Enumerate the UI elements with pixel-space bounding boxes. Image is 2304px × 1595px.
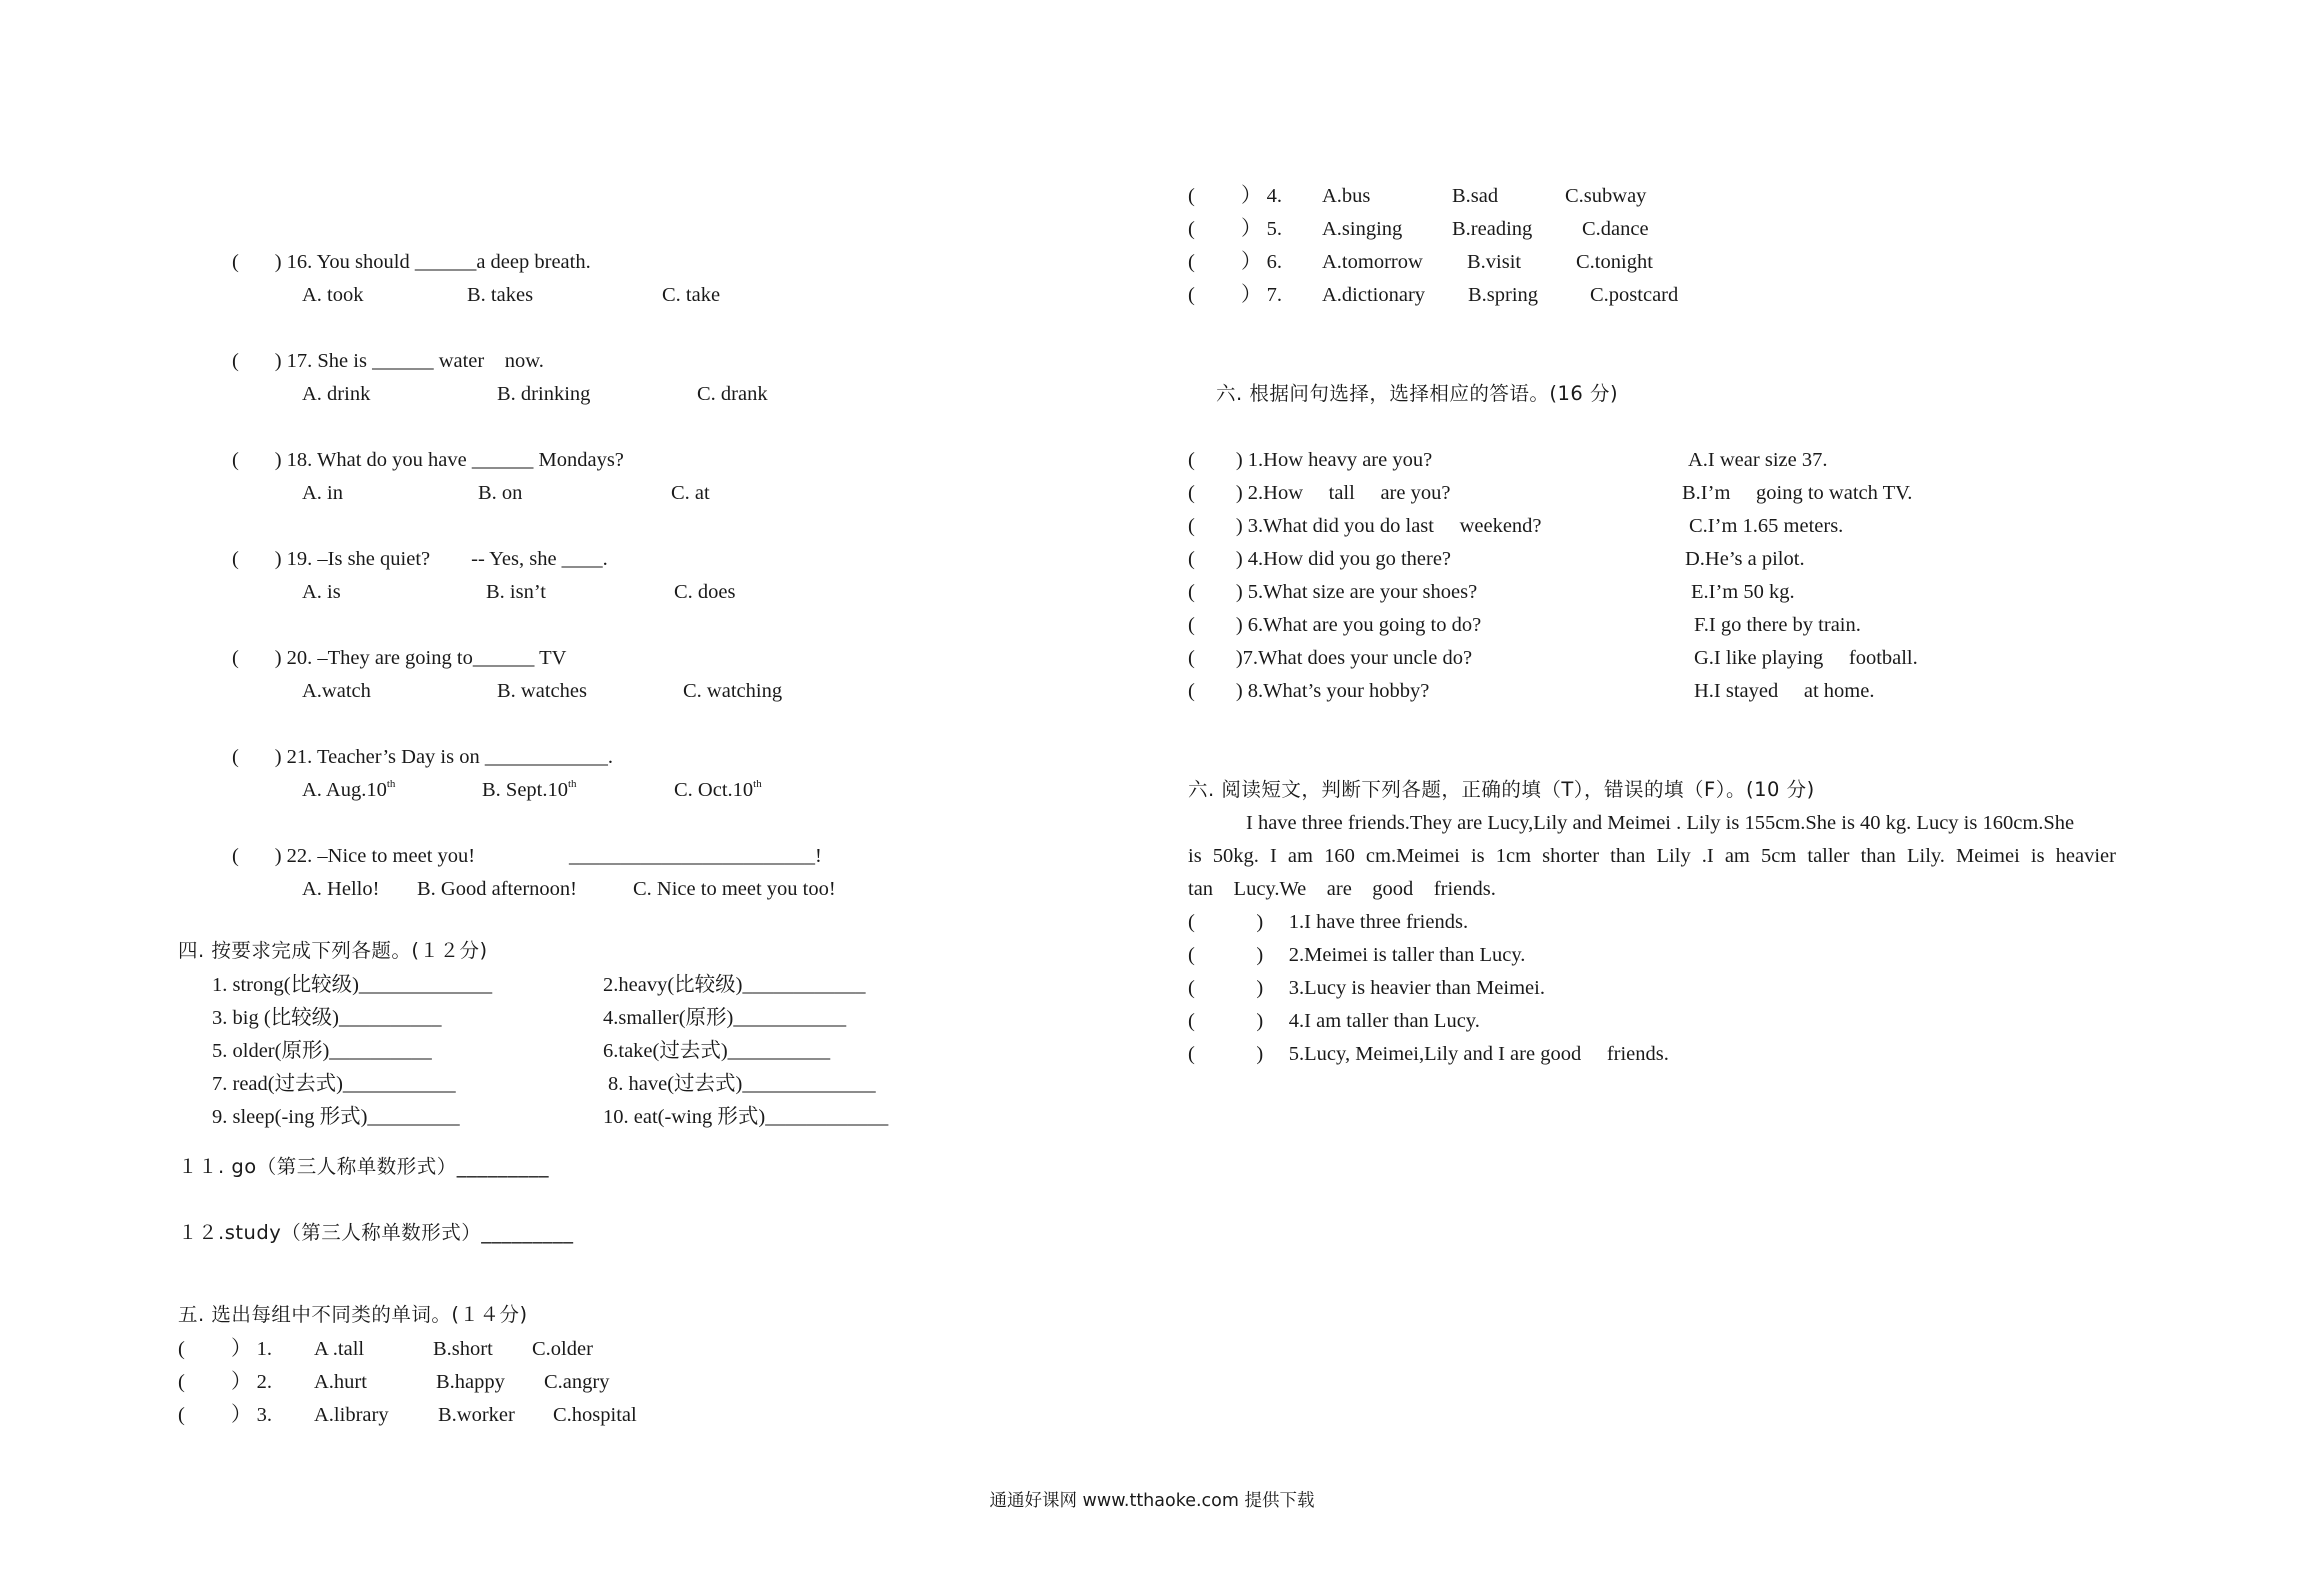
question-stem: ( ) 19. –Is she quiet? -- Yes, she ____.: [232, 548, 608, 570]
option-b: B. watches: [497, 680, 587, 702]
item-number: ( ） 1.: [178, 1338, 272, 1360]
option-c: C. watching: [683, 680, 783, 702]
answer-f: F.I go there by train.: [1694, 614, 1861, 636]
question-1: ( ) 1.How heavy are you?: [1188, 449, 1433, 471]
question-stem: ( ) 18. What do you have ______ Mondays?: [232, 449, 624, 471]
question-8: ( ) 8.What’s your hobby?: [1188, 680, 1430, 702]
option-a: A.tomorrow: [1322, 251, 1423, 273]
option-c: C.postcard: [1590, 284, 1679, 306]
item-4: 4.smaller(原形)___________: [603, 1007, 847, 1029]
option-a: A. in: [302, 482, 343, 504]
answer-blank: ________________________!: [569, 845, 822, 867]
option-b: B.short: [433, 1338, 493, 1360]
question-stem: ( ) 22. –Nice to meet you!: [232, 845, 476, 867]
option-c: C. does: [674, 581, 736, 603]
item-number: ( ） 2.: [178, 1371, 272, 1393]
option-b: B. on: [478, 482, 523, 504]
page-footer: 通通好课网 www.tthaoke.com 提供下载: [989, 1491, 1315, 1511]
option-a: A. is: [302, 581, 341, 603]
option-c: C.subway: [1565, 185, 1647, 207]
option-a: A.singing: [1322, 218, 1403, 240]
answer-h: H.I stayed at home.: [1694, 680, 1875, 702]
option-a: A.library: [314, 1404, 389, 1426]
item-2: 2.heavy(比较级)____________: [603, 974, 866, 996]
option-c: C. at: [671, 482, 710, 504]
option-b: B. Good afternoon!: [417, 878, 577, 900]
passage-line-1: I have three friends.They are Lucy,Lily and Meimei . Lily is 155cm.She is 40 kg. Lucy is 160cm.She: [1246, 812, 2075, 834]
section-title: 五. 选出每组中不同类的单词。(１４分): [178, 1303, 528, 1326]
option-b: B.spring: [1468, 284, 1539, 306]
answer-b: B.I’m going to watch TV.: [1682, 482, 1913, 504]
option-c: C. take: [662, 284, 721, 306]
question-2: ( ) 2.How tall are you?: [1188, 482, 1451, 504]
question-5: ( ) 5.What size are your shoes?: [1188, 581, 1478, 603]
option-b: B.worker: [438, 1404, 515, 1426]
item-11: １１. go（第三人称单数形式）_________: [178, 1155, 549, 1178]
item-number: ( ） 5.: [1188, 218, 1282, 240]
question-7: ( )7.What does your uncle do?: [1188, 647, 1473, 669]
item-7: 7. read(过去式)___________: [212, 1073, 456, 1095]
section-title: 六. 阅读短文，判断下列各题，正确的填（T），错误的填（F）。(10 分): [1188, 778, 1815, 801]
section-title: 六. 根据问句选择，选择相应的答语。(16 分): [1216, 382, 1619, 405]
section-title: 四. 按要求完成下列各题。(１２分): [178, 939, 488, 962]
option-c: C.tonight: [1576, 251, 1653, 273]
option-b: B.happy: [436, 1371, 505, 1393]
item-10: 10. eat(-wing 形式)____________: [603, 1106, 889, 1128]
question-stem: ( ) 16. You should ______a deep breath.: [232, 251, 591, 273]
item-number: ( ） 7.: [1188, 284, 1282, 306]
question-stem: ( ) 17. She is ______ water now.: [232, 350, 544, 372]
question-stem: ( ) 21. Teacher’s Day is on ____________.: [232, 746, 613, 768]
item-number: ( ） 6.: [1188, 251, 1282, 273]
answer-e: E.I’m 50 kg.: [1691, 581, 1795, 603]
item-number: ( ） 4.: [1188, 185, 1282, 207]
option-a: A .tall: [314, 1338, 365, 1360]
item-6: 6.take(过去式)__________: [603, 1040, 831, 1062]
option-c: C.older: [532, 1338, 593, 1360]
answer-a: A.I wear size 37.: [1688, 449, 1828, 471]
item-1: 1. strong(比较级)_____________: [212, 974, 493, 996]
passage-line-2: is 50kg. I am 160 cm.Meimei is 1cm shorter than Lily .I am 5cm taller than Lily. Meimei is heavier: [1188, 845, 2116, 867]
item-number: ( ） 3.: [178, 1404, 272, 1426]
option-a: A.bus: [1322, 185, 1371, 207]
option-a: A.dictionary: [1322, 284, 1426, 306]
passage-line-3: tan Lucy.We are good friends.: [1188, 878, 1496, 900]
option-a: A.hurt: [314, 1371, 367, 1393]
tf-item-1: ( ) 1.I have three friends.: [1188, 911, 1469, 933]
tf-item-2: ( ) 2.Meimei is taller than Lucy.: [1188, 944, 1526, 966]
tf-item-4: ( ) 4.I am taller than Lucy.: [1188, 1010, 1480, 1032]
question-3: ( ) 3.What did you do last weekend?: [1188, 515, 1542, 537]
item-12: １２.study（第三人称单数形式）_________: [178, 1221, 574, 1244]
option-b: B. Sept.10th: [482, 778, 577, 801]
tf-item-5: ( ) 5.Lucy, Meimei,Lily and I are good friends.: [1188, 1043, 1669, 1065]
answer-c: C.I’m 1.65 meters.: [1689, 515, 1844, 537]
option-b: B.visit: [1467, 251, 1522, 273]
option-b: B.sad: [1452, 185, 1499, 207]
option-a: A.watch: [302, 680, 371, 702]
option-b: B. drinking: [497, 383, 591, 405]
option-b: B.reading: [1452, 218, 1533, 240]
tf-item-3: ( ) 3.Lucy is heavier than Meimei.: [1188, 977, 1545, 999]
question-6: ( ) 6.What are you going to do?: [1188, 614, 1482, 636]
option-a: A. took: [302, 284, 364, 306]
item-9: 9. sleep(-ing 形式)_________: [212, 1106, 460, 1128]
option-c: C. Nice to meet you too!: [633, 878, 836, 900]
item-3: 3. big (比较级)__________: [212, 1007, 442, 1029]
answer-g: G.I like playing football.: [1694, 647, 1918, 669]
option-b: B. takes: [467, 284, 534, 306]
option-c: C.hospital: [553, 1404, 637, 1426]
item-8: 8. have(过去式)_____________: [608, 1073, 876, 1095]
item-5: 5. older(原形)__________: [212, 1040, 432, 1062]
option-c: C. Oct.10th: [674, 778, 762, 801]
question-4: ( ) 4.How did you go there?: [1188, 548, 1452, 570]
option-c: C.angry: [544, 1371, 610, 1393]
answer-d: D.He’s a pilot.: [1685, 548, 1805, 570]
option-a: A. Aug.10th: [302, 778, 396, 801]
option-c: C. drank: [697, 383, 768, 405]
option-c: C.dance: [1582, 218, 1649, 240]
question-stem: ( ) 20. –They are going to______ TV: [232, 647, 567, 669]
option-b: B. isn’t: [486, 581, 546, 603]
option-a: A. Hello!: [302, 878, 380, 900]
option-a: A. drink: [302, 383, 371, 405]
